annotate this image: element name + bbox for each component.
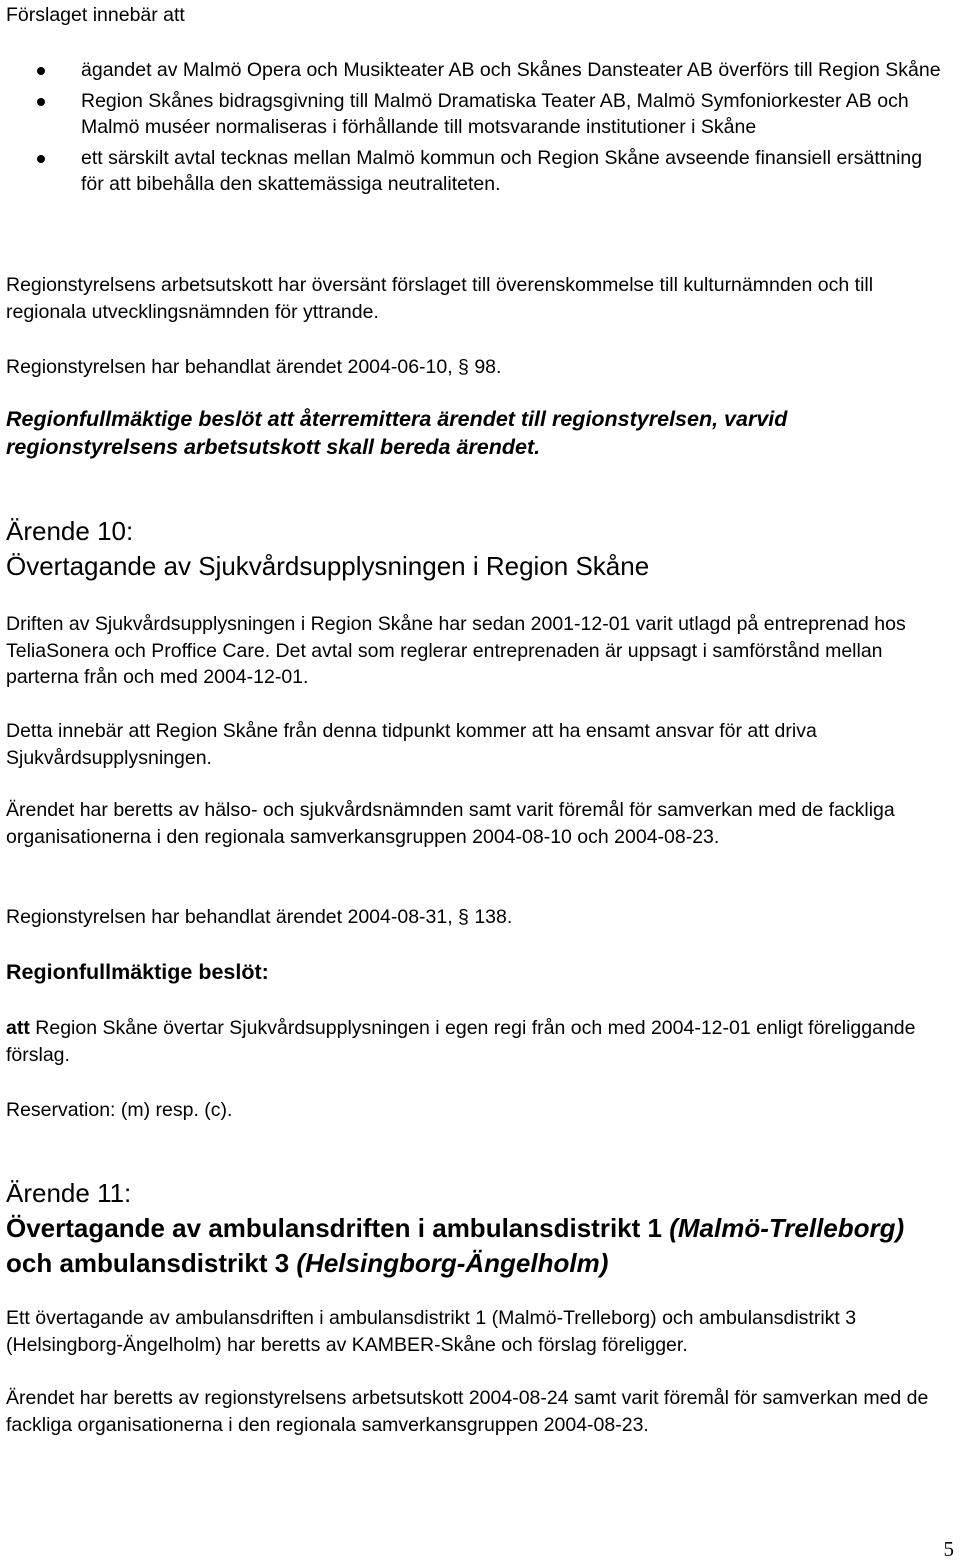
section-heading: [6, 514, 942, 584]
reservation-text: Reservation: (m) resp. (c).: [6, 1099, 233, 1121]
list-item: Region Skånes bidragsgivning till Malmö Dramatiska Teater AB, Malmö Symfoniorkester AB och Malmö muséer normaliseras i förhållande till motsvarande institutioner i Skåne: [6, 88, 942, 141]
decision-heading: Regionfullmäktige beslöt:: [6, 960, 269, 984]
bullet-icon: [37, 67, 45, 75]
paragraph: Detta innebär att Region Skåne från denna tidpunkt kommer att ha ensamt ansvar för att driva Sjukvårdsupplysningen.: [6, 720, 817, 769]
paragraph: Ett övertagande av ambulansdriften i ambulansdistrikt 1 (Malmö-Trelleborg) och ambulansdistrikt 3 (Helsingborg-Ängelholm) har beretts av KAMBER-Skåne och förslag föreligger.: [6, 1307, 857, 1356]
bullet-icon: [37, 155, 45, 163]
section-heading: [6, 1176, 942, 1281]
page-number: 5: [943, 1537, 954, 1561]
section-number: Ärende 10:: [6, 516, 134, 546]
paragraph: Regionstyrelsens arbetsutskott har översänt förslaget till överenskommelse till kulturnämnden och till regionala utvecklingsnämnden för yttrande.: [6, 274, 874, 323]
paragraph: Driften av Sjukvårdsupplysningen i Region Skåne har sedan 2001-12-01 varit utlagd på entreprenad hos TeliaSonera och Proffice Care. Det avtal som reglerar entreprenaden är uppsagt i samförstånd mellan parterna från och med 2004-12-01.: [6, 613, 906, 688]
list-item: ägandet av Malmö Opera och Musikteater AB och Skånes Dansteater AB överförs till Region Skåne: [6, 57, 942, 84]
paragraph: Ärendet har beretts av hälso- och sjukvårdsnämnden samt varit föremål för samverkan med de fackliga organisationerna i den regionala samverkansgruppen 2004-08-10 och 2004-08-23.: [6, 799, 895, 848]
bullet-icon: [37, 98, 45, 106]
paragraph: Ärendet har beretts av regionstyrelsens arbetsutskott 2004-08-24 samt varit föremål för samverkan med de fackliga organisationerna i den regionala samverkansgruppen 2004-08-23.: [6, 1387, 929, 1436]
intro-text: Förslaget innebär att: [6, 4, 185, 26]
section-number: Ärende 11:: [6, 1178, 132, 1208]
paragraph: Regionstyrelsen har behandlat ärendet 2004-08-31, § 138.: [6, 906, 513, 928]
section-title: Övertagande av ambulansdriften i ambulansdistrikt 1 (Malmö-Trelleborg) och ambulansdistrikt 3 (Helsingborg-Ängelholm): [6, 1213, 905, 1278]
list-item: ett särskilt avtal tecknas mellan Malmö kommun och Region Skåne avseende finansiell ersättning för att bibehålla den skattemässiga neutraliteten.: [6, 145, 942, 198]
proposal-list: [6, 57, 942, 202]
section-title: Övertagande av Sjukvårdsupplysningen i Region Skåne: [6, 551, 650, 581]
decision-paragraph: att Region Skåne övertar Sjukvårdsupplysningen i egen regi från och med 2004-12-01 enligt föreliggande förslag.: [6, 1017, 916, 1066]
decision-text: Regionfullmäktige beslöt att återremittera ärendet till regionstyrelsen, varvid regionstyrelsens arbetsutskott skall bereda ärendet.: [6, 407, 788, 459]
paragraph: Regionstyrelsen har behandlat ärendet 2004-06-10, § 98.: [6, 356, 502, 378]
